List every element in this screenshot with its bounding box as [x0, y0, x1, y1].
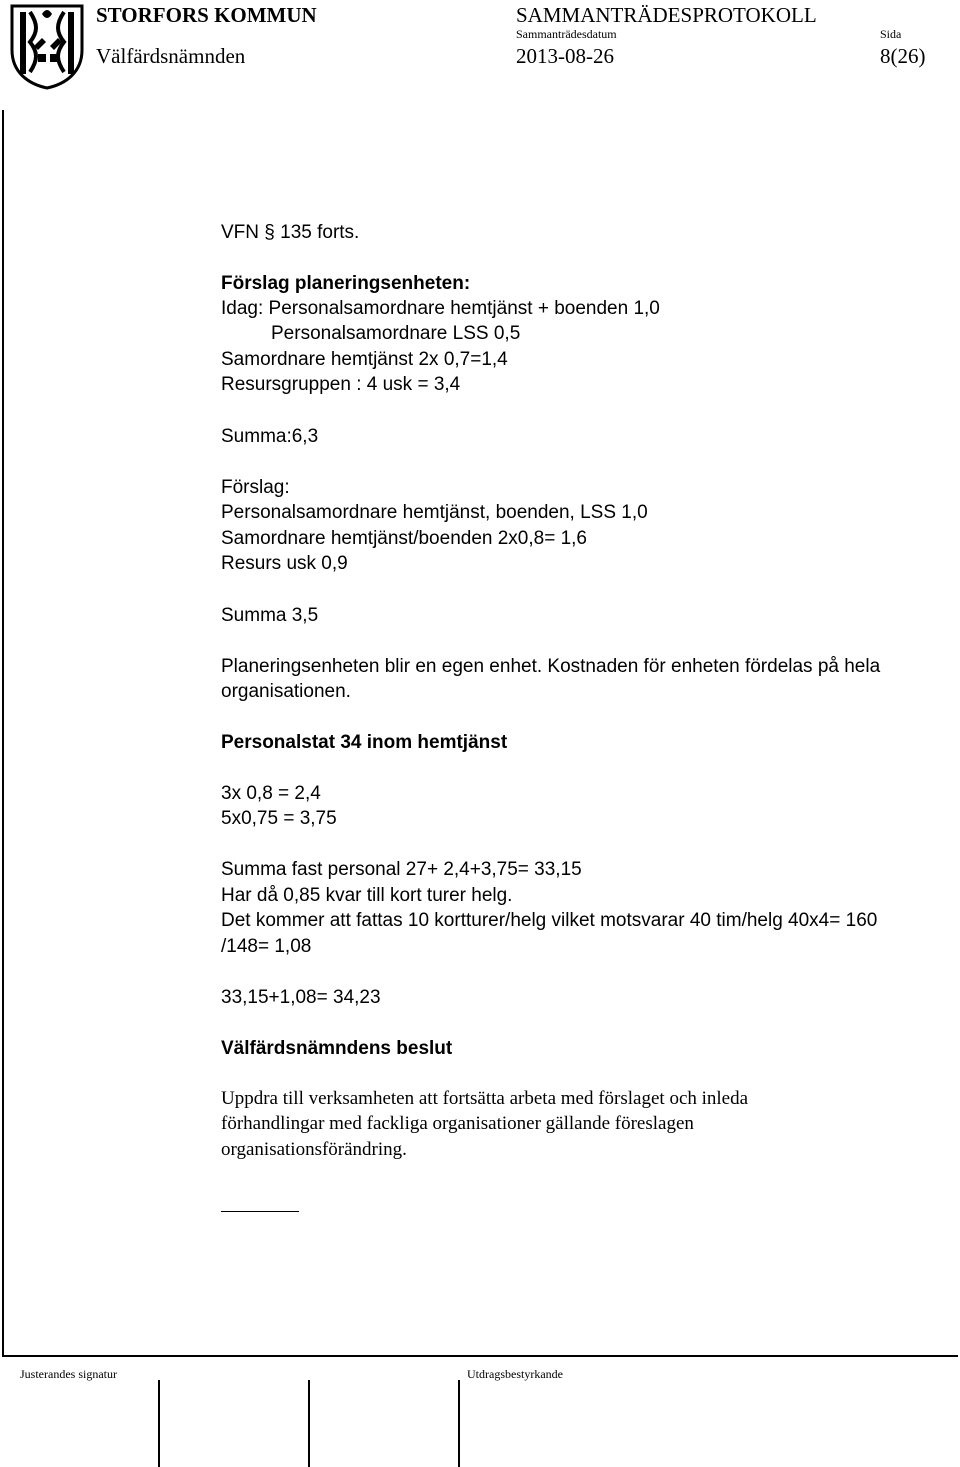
- proposal-label: Förslag:: [221, 477, 290, 498]
- unit-text-line-2: organisationen.: [221, 681, 351, 702]
- unit-text-line-1: Planeringsenheten blir en egen enhet. Kostnaden för enheten fördelas på hela: [221, 656, 881, 677]
- today-line-1: Idag: Personalsamordnare hemtjänst + boenden 1,0: [221, 298, 660, 319]
- today-line-4: Resursgruppen : 4 usk = 3,4: [221, 374, 461, 395]
- municipality-name: STORFORS KOMMUN: [96, 3, 317, 27]
- sum-proposal: Summa 3,5: [221, 605, 319, 626]
- decision-line-1: Uppdra till verksamheten att fortsätta arbeta med förslaget och inleda: [221, 1088, 749, 1109]
- signature-box-divider-1: [158, 1380, 160, 1467]
- staff-line-3: Det kommer att fattas 10 kortturer/helg vilket motsvarar 40 tim/helg 40x4= 160: [221, 910, 878, 931]
- end-rule: [221, 1211, 299, 1212]
- today-line-3: Samordnare hemtjänst 2x 0,7=1,4: [221, 349, 508, 370]
- municipality-coat-of-arms-logo: [8, 2, 86, 90]
- proposal-line-2: Samordnare hemtjänst/boenden 2x0,8= 1,6: [221, 528, 588, 549]
- today-line-2: Personalsamordnare LSS 0,5: [271, 323, 521, 344]
- document-type: SAMMANTRÄDESPROTOKOLL: [516, 3, 817, 27]
- calc-line-2: 5x0,75 = 3,75: [221, 808, 337, 829]
- proposal-line-3: Resurs usk 0,9: [221, 553, 348, 574]
- sum-current: Summa:6,3: [221, 426, 319, 447]
- meeting-date: 2013-08-26: [516, 44, 614, 68]
- decision-line-3: organisationsförändring.: [221, 1139, 407, 1160]
- page-number: 8(26): [880, 44, 926, 68]
- signature-label: Justerandes signatur: [20, 1367, 117, 1381]
- staff-heading: Personalstat 34 inom hemtjänst: [221, 732, 508, 753]
- footer-top-line: [2, 1355, 958, 1357]
- signature-box-divider-2: [308, 1380, 310, 1467]
- proposal-heading: Förslag planeringsenheten:: [221, 273, 471, 294]
- decision-heading: Välfärdsnämndens beslut: [221, 1038, 453, 1059]
- page-label: Sida: [880, 27, 902, 41]
- meeting-date-label: Sammanträdesdatum: [516, 27, 617, 41]
- staff-line-2: Har då 0,85 kvar till kort turer helg.: [221, 885, 513, 906]
- staff-line-1: Summa fast personal 27+ 2,4+3,75= 33,15: [221, 859, 582, 880]
- signature-box-divider-3: [458, 1380, 460, 1467]
- total-line: 33,15+1,08= 34,23: [221, 987, 381, 1008]
- proposal-line-1: Personalsamordnare hemtjänst, boenden, LSS 1,0: [221, 502, 648, 523]
- extract-label: Utdragsbestyrkande: [467, 1367, 563, 1381]
- section-reference: VFN § 135 forts.: [221, 222, 360, 243]
- staff-line-4: /148= 1,08: [221, 936, 312, 957]
- calc-line-1: 3x 0,8 = 2,4: [221, 783, 321, 804]
- left-margin-line: [2, 110, 4, 1355]
- committee-name: Välfärdsnämnden: [96, 44, 246, 68]
- decision-line-2: förhandlingar med fackliga organisationer gällande föreslagen: [221, 1113, 694, 1134]
